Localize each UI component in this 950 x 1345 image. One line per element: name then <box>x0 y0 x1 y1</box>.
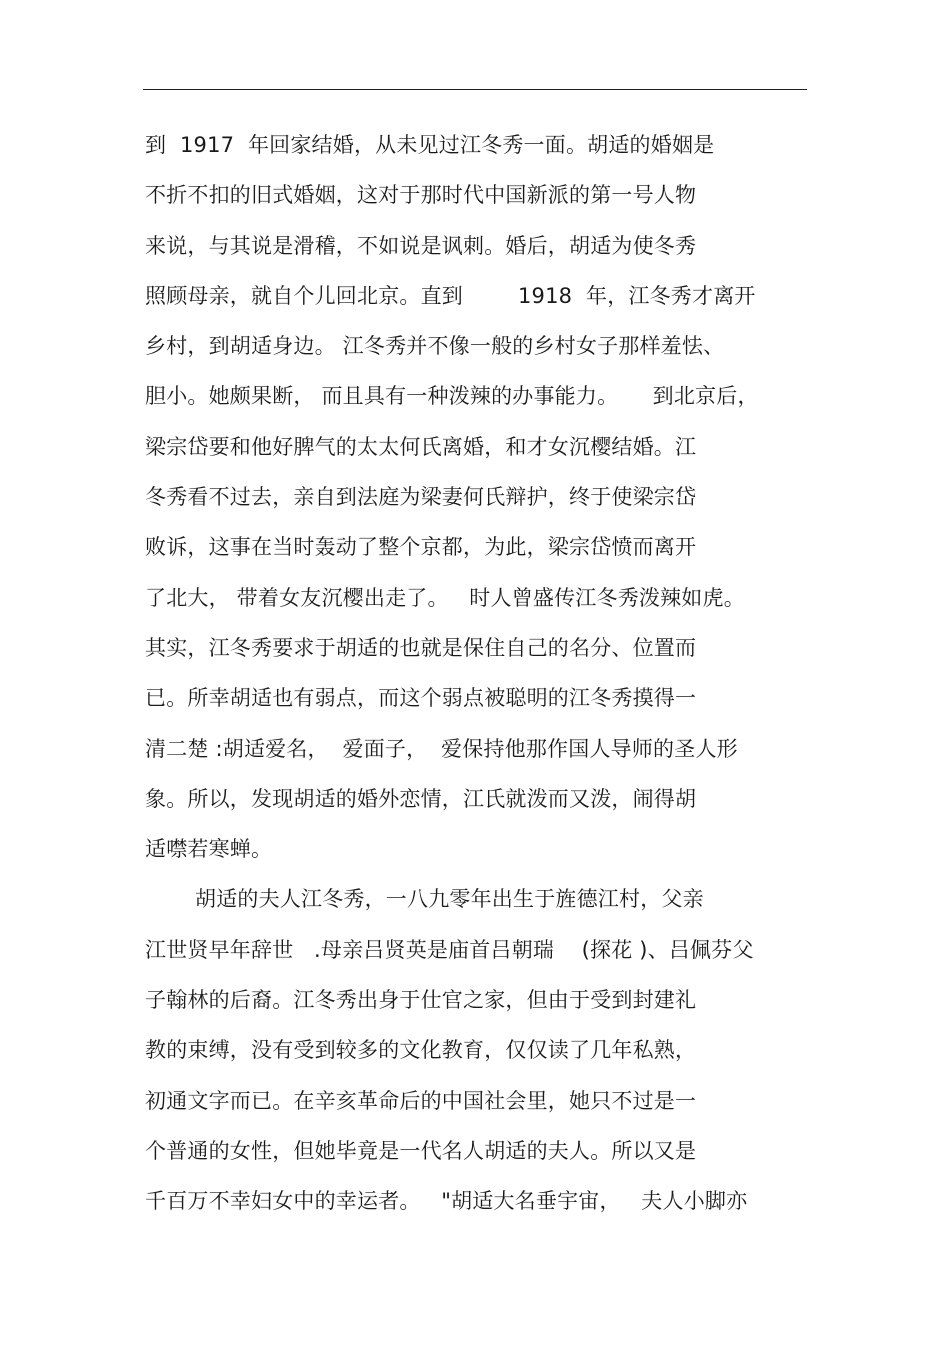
text-line: 来说，与其说是滑稽，不如说是讽刺。婚后，胡适为使冬秀 <box>145 233 697 258</box>
text-line: 初通文字而已。在辛亥革命后的中国社会里，她只不过是一 <box>145 1088 697 1113</box>
text-line: 梁宗岱要和他好脾气的太太何氏离婚，和才女沉樱结婚。江 <box>145 434 697 459</box>
body-text <box>145 120 825 1227</box>
text-line: 乡村，到胡适身边。 江冬秀并不像一般的乡村女子那样羞怯、 <box>145 334 725 359</box>
text-line: 照顾母亲，就自个儿回北京。直到 1918 年，江冬秀才离开 <box>145 283 756 308</box>
text-line: 子翰林的后裔。江冬秀出身于仕官之家，但由于受到封建礼 <box>145 988 697 1013</box>
text-line: 不折不扣的旧式婚姻，这对于那时代中国新派的第一号人物 <box>145 183 697 208</box>
text-line: 了北大， 带着女友沉樱出走了。 时人曾盛传江冬秀泼辣如虎。 <box>145 585 745 610</box>
header-rule <box>143 89 807 90</box>
text-line: 其实，江冬秀要求于胡适的也就是保住自己的名分、位置而 <box>145 635 697 660</box>
text-line: 千百万不幸妇女中的幸运者。 "胡适大名垂宇宙， 夫人小脚亦 <box>145 1189 748 1214</box>
text-line: 到 1917 年回家结婚，从未见过江冬秀一面。胡适的婚姻是 <box>145 133 715 157</box>
text-line: 江世贤早年辞世 .母亲吕贤英是庙首吕朝瑞 (探花 )、吕佩芬父 <box>145 937 754 962</box>
text-line: 胡适的夫人江冬秀，一八九零年出生于旌德江村，父亲 <box>195 887 704 912</box>
text-line: 已。所幸胡适也有弱点，而这个弱点被聪明的江冬秀摸得一 <box>145 686 697 711</box>
text-line: 教的束缚，没有受到较多的文化教育，仅仅读了几年私熟， <box>145 1038 697 1063</box>
text-line: 清二楚 :胡适爱名， 爱面子， 爱保持他那作国人导师的圣人形 <box>145 736 738 761</box>
text-line: 胆小。她颇果断， 而且具有一种泼辣的办事能力。 到北京后， <box>145 384 759 409</box>
text-line: 适噤若寒蝉。 <box>145 837 273 862</box>
text-line: 象。所以，发现胡适的婚外恋情，江氏就泼而又泼，闹得胡 <box>145 786 697 811</box>
text-line: 冬秀看不过去，亲自到法庭为梁妻何氏辩护，终于使梁宗岱 <box>145 485 697 510</box>
text-line: 败诉，这事在当时轰动了整个京都，为此，梁宗岱愤而离开 <box>145 535 697 560</box>
text-line: 个普通的女性，但她毕竟是一代名人胡适的夫人。所以又是 <box>145 1138 697 1163</box>
